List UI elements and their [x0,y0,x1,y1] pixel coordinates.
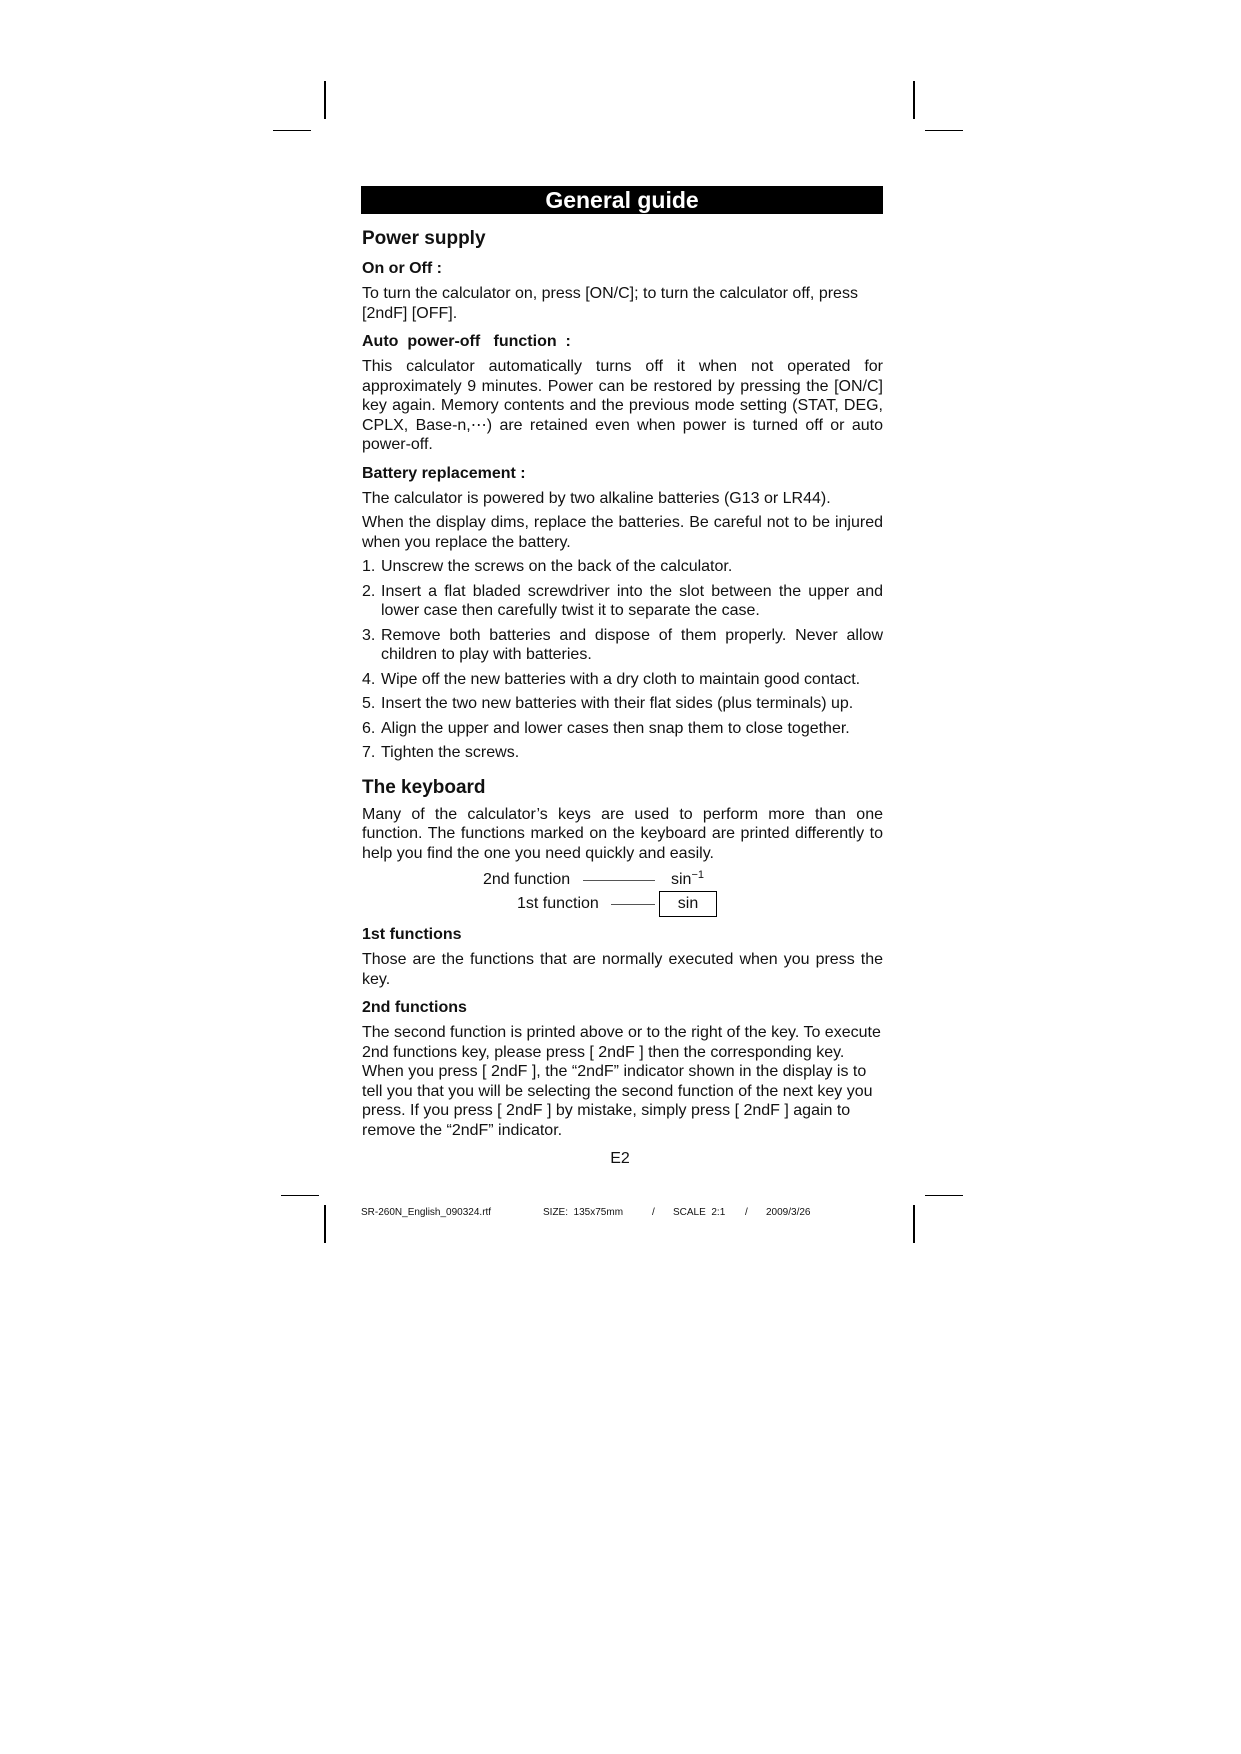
step-number: 6. [362,719,376,737]
second-functions-heading: 2nd functions [362,999,467,1016]
battery-text-1: The calculator is powered by two alkaline batteries (G13 or LR44). [362,489,831,507]
second-function-leader-line [583,880,655,881]
step-text: Tighten the screws. [381,744,520,761]
page-title: General guide [361,186,883,214]
footer-date: 2009/3/26 [766,1207,811,1218]
crop-mark-bottom-right-h [925,1195,963,1196]
list-item [362,694,883,714]
crop-mark-bottom-left-v [324,1205,326,1243]
second-function-key-legend: $\sin^{-1}$ [671,869,704,888]
step-number: 1. [362,558,376,575]
list-item [362,582,883,621]
keyboard-intro: Many of the calculator’s keys are used to perform more than one function. The functions marked on the keyboard are printed differently to help you find the one you need quickly and easily. [362,805,883,862]
power-supply-heading: Power supply [362,228,486,249]
step-number: 3. [362,626,376,644]
crop-mark-top-right-v [913,81,915,119]
sin-key: sin [659,891,717,917]
list-item [362,719,883,739]
first-function-leader-line [611,904,655,905]
page-number: E2 [610,1150,630,1167]
battery-text-2: When the display dims, replace the batteries. Be careful not to be injured when you replace the battery. [362,514,883,551]
page-content [361,186,883,1145]
on-off-heading: On or Off : [362,260,442,277]
step-text: Insert the two new batteries with their flat sides (plus terminals) up. [381,695,854,712]
first-functions-text: Those are the functions that are normally executed when you press the key. [362,951,883,988]
auto-power-off-heading: Auto power-off function : [362,333,571,350]
crop-mark-top-left-v [324,81,326,119]
step-text: Wipe off the new batteries with a dry cloth to maintain good contact. [381,670,861,688]
list-item [362,626,883,665]
step-text: Remove both batteries and dispose of them properly. Never allow children to play with batteries. [381,626,883,663]
first-function-label: 1st function [517,895,599,912]
crop-mark-bottom-left-h [281,1195,319,1196]
crop-mark-top-right-h [925,130,963,131]
battery-replacement-heading: Battery replacement : [362,464,526,482]
crop-mark-bottom-right-v [913,1205,915,1243]
step-number: 5. [362,695,376,712]
footer-scale: SCALE 2:1 [673,1207,726,1218]
first-functions-heading: 1st functions [362,926,462,943]
key-function-diagram [361,868,883,916]
auto-power-off-text: This calculator automatically turns off it when not operated for approximately 9 minutes. Power can be restored by pressing the [ON/C] key again. Memory contents and the previous mode setting (STAT, DEG, CPLX, Base-n,⋯) are retained even when power is turned off or auto power-off. [362,358,883,453]
list-item [362,670,883,690]
footer-separator: / [745,1207,748,1218]
step-number: 4. [362,670,376,688]
step-text: Insert a flat bladed screwdriver into the slot between the upper and lower case then carefully twist it to separate the case. [381,582,883,619]
battery-steps-list [361,557,883,763]
step-number: 2. [362,582,376,600]
list-item [362,743,883,763]
second-function-label: 2nd function [483,871,571,888]
keyboard-heading: The keyboard [362,776,486,798]
list-item [362,557,883,577]
footer-size: SIZE: 135x75mm [543,1207,624,1218]
step-text: Unscrew the screws on the back of the calculator. [381,558,733,575]
second-functions-text: The second function is printed above or to the right of the key. To execute 2nd functions key, please press [ 2ndF ] then the corresponding key. When you press [ 2ndF ], the “2ndF” indicator shown in the display is to tell you that you will be selecting the second function of the next key you press. If you press [ 2ndF ] by mistake, simply press [ 2ndF ] again to remove the “2ndF” indicator. [362,1024,881,1139]
footer-file-name: SR-260N_English_090324.rtf [361,1207,492,1218]
step-text: Align the upper and lower cases then snap them to close together. [381,719,850,737]
step-number: 7. [362,744,376,761]
footer-separator: / [652,1207,655,1218]
crop-mark-top-left-h [273,130,311,131]
on-off-text: To turn the calculator on, press [ON/C]; to turn the calculator off, press [2ndF] [OFF]. [362,285,858,322]
